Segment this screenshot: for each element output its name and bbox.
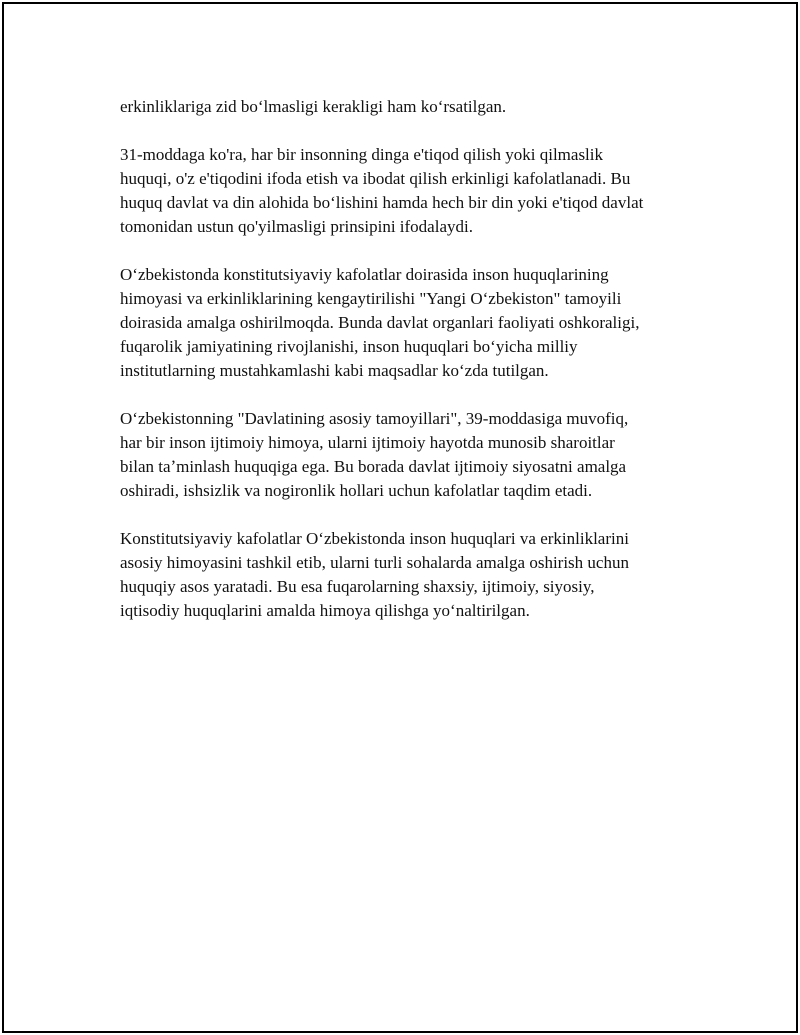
paragraph-line: har bir inson ijtimoiy himoya, ularni ijtimoiy hayotda munosib sharoitlar xyxy=(120,433,615,452)
paragraph-line: institutlarning mustahkamlashi kabi maqsadlar koʻzda tutilgan. xyxy=(120,361,549,380)
paragraph-line: huquqi, o'z e'tiqodini ifoda etish va ibodat qilish erkinligi kafolatlanadi. Bu xyxy=(120,169,631,188)
paragraph-line: bilan taʼminlash huquqiga ega. Bu borada davlat ijtimoiy siyosatni amalga xyxy=(120,457,627,476)
paragraph-line: erkinliklariga zid boʻlmasligi kerakligi ham koʻrsatilgan. xyxy=(120,97,507,116)
paragraph-line: fuqarolik jamiyatining rivojlanishi, inson huquqlari boʻyicha milliy xyxy=(120,337,578,356)
paragraph-5 xyxy=(120,527,700,623)
paragraph-line: huquq davlat va din alohida boʻlishini hamda hech bir din yoki e'tiqod davlat xyxy=(120,193,644,212)
paragraph-line: doirasida amalga oshirilmoqda. Bunda davlat organlari faoliyati oshkoraligi, xyxy=(120,313,640,332)
paragraph-line: tomonidan ustun qo'yilmasligi prinsipini ifodalaydi. xyxy=(120,217,473,236)
paragraph-4 xyxy=(120,407,700,503)
paragraph-line: Oʻzbekistonning "Davlatining asosiy tamoyillari", 39-moddasiga muvofiq, xyxy=(120,409,629,428)
paragraph-line: Konstitutsiyaviy kafolatlar Oʻzbekistonda inson huquqlari va erkinliklarini xyxy=(120,529,629,548)
paragraph-line: 31-moddaga ko'ra, har bir insonning dinga e'tiqod qilish yoki qilmaslik xyxy=(120,145,604,164)
page-body xyxy=(120,95,700,647)
paragraph-2 xyxy=(120,143,700,239)
paragraph-line: himoyasi va erkinliklarining kengaytirilishi "Yangi Oʻzbekiston" tamoyili xyxy=(120,289,622,308)
paragraph-line: asosiy himoyasini tashkil etib, ularni turli sohalarda amalga oshirish uchun xyxy=(120,553,629,572)
paragraph-3 xyxy=(120,263,700,383)
paragraph-line: oshiradi, ishsizlik va nogironlik hollari uchun kafolatlar taqdim etadi. xyxy=(120,481,593,500)
page-frame xyxy=(2,2,798,1033)
paragraph-1 xyxy=(120,95,700,119)
paragraph-line: iqtisodiy huquqlarini amalda himoya qilishga yoʻnaltirilgan. xyxy=(120,601,530,620)
paragraph-line: Oʻzbekistonda konstitutsiyaviy kafolatlar doirasida inson huquqlarining xyxy=(120,265,609,284)
paragraph-line: huquqiy asos yaratadi. Bu esa fuqarolarning shaxsiy, ijtimoiy, siyosiy, xyxy=(120,577,595,596)
